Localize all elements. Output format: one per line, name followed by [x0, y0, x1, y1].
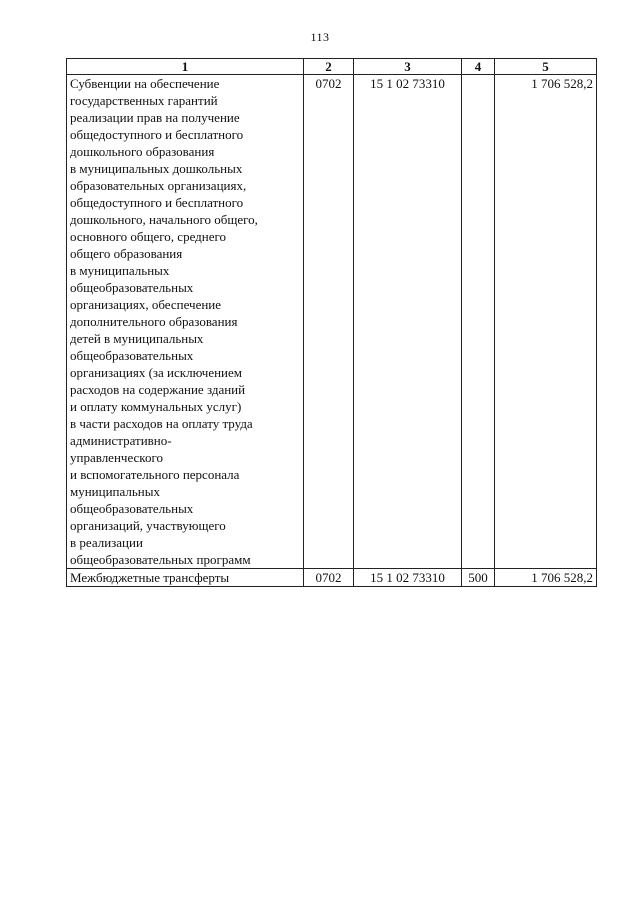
description-line: в муниципальных: [70, 263, 170, 278]
row-expense-type: 500: [462, 569, 495, 587]
description-line: организациях, обеспечение: [70, 297, 222, 312]
description-line: муниципальных: [70, 484, 161, 499]
row-amount: 1 706 528,2: [495, 75, 597, 569]
row-description: [67, 569, 304, 587]
description-line: и вспомогательного персонала: [70, 467, 240, 482]
description-line: общедоступного и бесплатного: [70, 127, 244, 142]
description-line: основного общего, среднего: [70, 229, 227, 244]
description-line: в муниципальных дошкольных: [70, 161, 243, 176]
row-section: 0702: [304, 75, 354, 569]
row-amount: 1 706 528,2: [495, 569, 597, 587]
row-target-article: 15 1 02 73310: [354, 569, 462, 587]
description-line: дополнительного образования: [70, 314, 238, 329]
table-row: [67, 75, 597, 569]
description-line: административно-: [70, 433, 172, 448]
table-header: [67, 59, 597, 75]
budget-table: [66, 58, 597, 587]
row-target-article: 15 1 02 73310: [354, 75, 462, 569]
description-line: государственных гарантий: [70, 93, 218, 108]
description-line: Межбюджетные трансферты: [70, 570, 230, 585]
row-description: [67, 75, 304, 569]
description-line: дошкольного, начального общего,: [70, 212, 258, 227]
description-line: в части расходов на оплату труда: [70, 416, 253, 431]
description-line: общего образования: [70, 246, 183, 261]
description-line: дошкольного образования: [70, 144, 215, 159]
description-line: общеобразовательных: [70, 501, 194, 516]
description-line: общеобразовательных: [70, 280, 194, 295]
description-line: образовательных организациях,: [70, 178, 247, 193]
header-col-3: 3: [354, 59, 462, 75]
description-line: общеобразовательных: [70, 348, 194, 363]
page-number: 113: [310, 30, 330, 44]
description-line: общедоступного и бесплатного: [70, 195, 244, 210]
table-body: [67, 75, 597, 587]
description-line: организациях (за исключением: [70, 365, 243, 380]
description-line: организаций, участвующего: [70, 518, 226, 533]
row-section: 0702: [304, 569, 354, 587]
description-line: реализации прав на получение: [70, 110, 240, 125]
header-col-2: 2: [304, 59, 354, 75]
description-line: Субвенции на обеспечение: [70, 76, 220, 91]
header-col-1: 1: [67, 59, 304, 75]
description-line: детей в муниципальных: [70, 331, 204, 346]
description-line: в реализации: [70, 535, 143, 550]
description-line: расходов на содержание зданий: [70, 382, 246, 397]
header-col-4: 4: [462, 59, 495, 75]
description-line: общеобразовательных программ: [70, 552, 251, 567]
description-line: управленческого: [70, 450, 163, 465]
header-col-5: 5: [495, 59, 597, 75]
header-row: [67, 59, 597, 75]
table-row: [67, 569, 597, 587]
description-line: и оплату коммунальных услуг): [70, 399, 242, 414]
row-expense-type: [462, 75, 495, 569]
